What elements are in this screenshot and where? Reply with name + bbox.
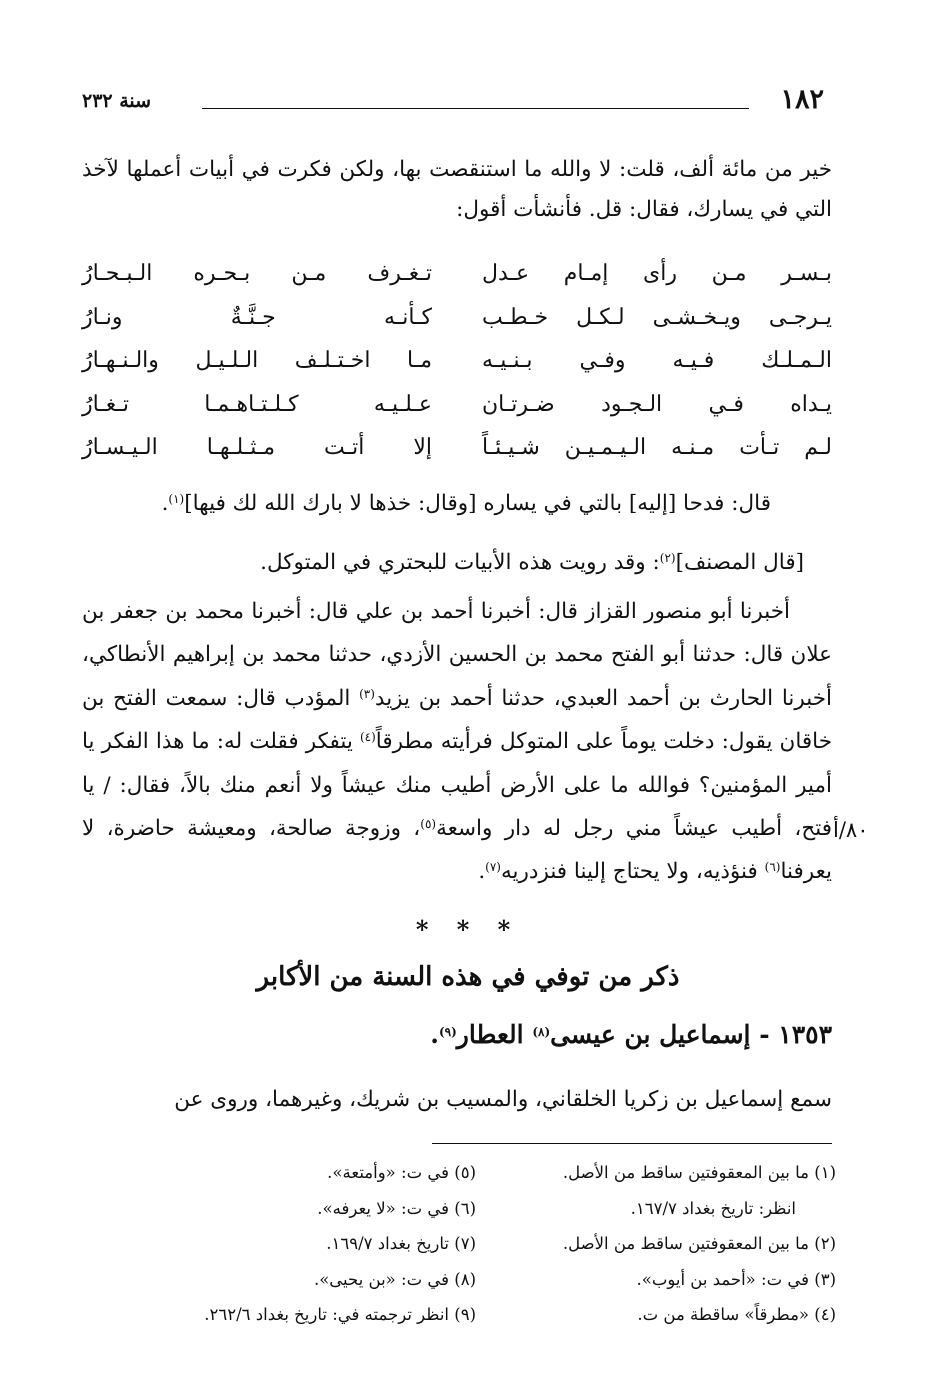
footnote-ref[interactable]: (٥): [420, 817, 437, 832]
paragraph-author-note: [82, 543, 804, 583]
verse-first-hemistich: يـداه فـي الـجـود ضـرتـان: [482, 391, 832, 417]
entry-name: ١٣٥٣ - إسماعيل بن عيسى: [550, 1020, 832, 1049]
footnote-ref[interactable]: (٨): [532, 1025, 551, 1039]
poem-verse: [82, 252, 832, 296]
footnote-ref[interactable]: (٢): [659, 551, 676, 565]
text-run: ، وزوجة صالحة، ومعيشة حاضرة، لا يعرفنا: [82, 816, 832, 885]
text-run: يتفكر فقلت له: ما هذا الفكر يا أمير المؤمنين؟ فوالله ما على الأرض أطيب منك عيشاً ولا أنعم منك بالاً، فقال: / يا فتح، أطيب عيشاً مني رجل له دار واسعة: [82, 729, 832, 842]
text-run: المؤدب قال: سمعت الفتح بن خاقان يقول: دخلت يوماً على المتوكل فرأيته مطرقاً: [82, 685, 832, 755]
paragraph-intro: خير من مائة ألف، قلت: لا والله ما استنقصت بها، ولكن فكرت في أبيات أعملها لآخذ التي في يسارك، فقال: قل. فأنشأت أقول:: [82, 157, 832, 222]
footnote-separator: [432, 1143, 832, 1144]
footnote: (٢) ما بين المعقوفتين ساقط من الأصل.: [562, 1234, 836, 1253]
verse-second-hemistich: مـا اخـتـلـف الـلـيـل والـنـهـارُ: [82, 348, 432, 373]
footnote: (٦) في ت: «لا يعرفه».: [317, 1198, 476, 1218]
text-run: فنؤذيه، ولا يحتاج إلينا فنزدريه: [500, 859, 765, 885]
verse-first-hemistich: يـرجـى ويـخـشـى لـكـل خـطـب: [482, 304, 832, 330]
entry-end: .: [430, 1020, 439, 1049]
footnote-ref[interactable]: (٣): [359, 686, 375, 701]
footnote: (٧) تاريخ بغداد ١٦٩/٧.: [326, 1234, 476, 1253]
poem-verse: [82, 383, 832, 427]
paragraph-gift: [82, 484, 771, 524]
running-head-year: سنة ٢٣٢: [82, 90, 152, 112]
header-rule: [202, 108, 749, 109]
text-run: .: [478, 859, 486, 885]
text-run: أخبرنا أبو منصور القزاز قال: أخبرنا أحمد بن علي قال: أخبرنا محمد بن جعفر بن علان قال: حدثنا أبو الفتح محمد بن الحسين الأزدي، حدثنا محمد بن إبراهيم الأنطاكي، أخبرنا الحارث بن أحمد العبدي، حدثنا أحمد بن يزيد: [82, 599, 832, 711]
verse-first-hemistich: الـمـلـك فـيـه وفـي بـنـيـه: [482, 348, 832, 373]
footnote-ref[interactable]: (٤): [359, 730, 376, 745]
footnote-ref[interactable]: (١): [168, 492, 185, 506]
entry-heading: [430, 1020, 832, 1049]
manuscript-folio-marker: ٨٠/أ: [833, 818, 869, 842]
footnote-ref[interactable]: (٧): [485, 860, 501, 875]
entry-name-suffix: العطار: [456, 1020, 533, 1049]
page-header: [82, 84, 824, 118]
paragraph-entry-body: سمع إسماعيل بن زكريا الخلقاني، والمسيب بن شريك، وغيرهما، وروى عن: [174, 1087, 832, 1112]
footnote: (١) ما بين المعقوفتين ساقط من الأصل.: [562, 1163, 836, 1182]
poem-verse: [82, 426, 832, 470]
verse-second-hemistich: تـغـرف مـن بـحـره الـبـحـارُ: [82, 261, 432, 286]
text-run: .: [161, 491, 169, 516]
text-run: : وقد رويت هذه الأبيات للبحتري في المتوكل.: [260, 550, 660, 575]
footnote-ref[interactable]: (٦): [764, 860, 781, 875]
footnote-ref[interactable]: (٩): [438, 1025, 457, 1039]
poem-verse: [82, 339, 832, 383]
text-run: [قال المصنف]: [675, 550, 804, 575]
verse-second-hemistich: كـأنـه جـنَّـةٌ ونـارُ: [82, 304, 432, 330]
section-divider: * * *: [415, 915, 521, 944]
page-number: ١٨٢: [780, 84, 824, 115]
footnote: (٨) في ت: «بن يحيى».: [313, 1269, 476, 1289]
footnotes-left-column: [156, 1158, 476, 1336]
footnote: (٥) في ت: «وأمتعة».: [327, 1163, 476, 1182]
verse-first-hemistich: بـسـر مـن رأى إمـام عـدل: [482, 261, 832, 286]
footnote: (٣) في ت: «أحمد بن أيوب».: [636, 1269, 836, 1289]
poem: [82, 252, 832, 470]
verse-first-hemistich: لـم تـأت مـنـه الـيـمـيـن شـيـئـاً: [482, 435, 832, 460]
footnote: انظر: تاريخ بغداد ١٦٧/٧.: [630, 1198, 796, 1218]
paragraph-narration: [82, 590, 832, 894]
section-title: ذكر من توفي في هذه السنة من الأكابر: [256, 962, 680, 992]
footnotes-right-column: [496, 1158, 836, 1336]
poem-verse: [82, 296, 832, 340]
verse-second-hemistich: إلا أتـت مـثـلـهـا الـيـسـارُ: [82, 435, 432, 460]
verse-second-hemistich: عـلـيـه كـلـتـاهـمـا تـغـارُ: [82, 391, 432, 417]
footnote: (٩) انظر ترجمته في: تاريخ بغداد ٢٦٢/٦.: [204, 1305, 476, 1324]
text-run: قال: فدحا [إليه] بالتي في يساره [وقال: خذها لا بارك الله لك فيها]: [184, 491, 771, 516]
footnote: (٤) «مطرقاً» ساقطة من ت.: [637, 1305, 836, 1324]
